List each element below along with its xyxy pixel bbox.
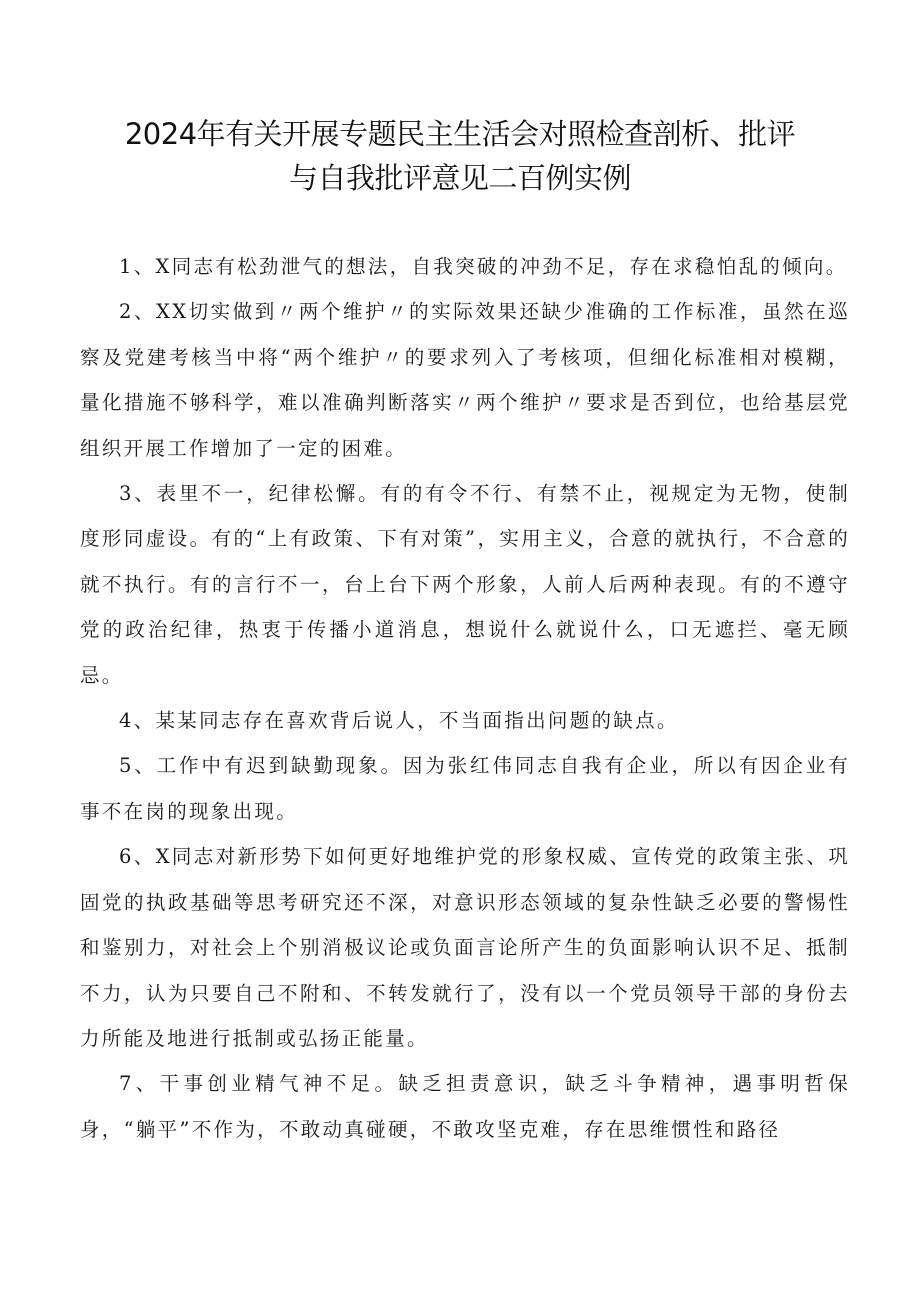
paragraph-7: 7、干事创业精气神不足。缺乏担责意识，缺乏斗争精神，遇事明哲保身，“躺平”不作为，不敢动真碰硬，不敢攻坚克难，存在思维惯性和路径 [80,1072,850,1141]
paragraph-5: 5、工作中有迟到缺勤现象。因为张红伟同志自我有企业，所以有因企业有事不在岗的现象出现。 [80,754,850,823]
paragraph-4: 4、某某同志存在喜欢背后说人，不当面指出问题的缺点。 [119,709,679,733]
title-line-1: 2024年有关开展专题民主生活会对照检查剖析、批评 [124,117,796,151]
paragraph-1: 1、X同志有松劲泄气的想法，自我突破的冲劲不足，存在求稳怕乱的倾向。 [119,255,848,278]
document-title [60,112,860,200]
paragraph-2: 2、XX切实做到〃两个维护〃的实际效果还缺少准确的工作标准，虽然在巡察及党建考核当中将“两个维护〃的要求列入了考核项，但细化标准相对模糊，量化措施不够科学，难以准确判断落实〃两个维护〃要求是否到位，也给基层党组织开展工作增加了一定的困难。 [80,300,850,460]
title-line-2: 与自我批评意见二百例实例 [288,161,631,195]
paragraph-6: 6、X同志对新形势下如何更好地维护党的形象权威、宣传党的政策主张、巩固党的执政基础等思考研究还不深，对意识形态领域的复杂性缺乏必要的警惕性和鉴别力，对社会上个别消极议论或负面言论所产生的负面影响认识不足、抵制不力，认为只要自己不附和、不转发就行了，没有以一个党员领导干部的身份去力所能及地进行抵制或弘扬正能量。 [80,845,850,1050]
document-body [80,244,850,1152]
paragraph-3: 3、表里不一，纪律松懈。有的有令不行、有禁不止，视规定为无物，使制度形同虚设。有的“上有政策、下有对策”，实用主义，合意的就执行，不合意的就不执行。有的言行不一，台上台下两个形象，人前人后两种表现。有的不遵守党的政治纪律，热衷于传播小道消息，想说什么就说什么，口无遮拦、毫无顾忌。 [80,482,850,687]
